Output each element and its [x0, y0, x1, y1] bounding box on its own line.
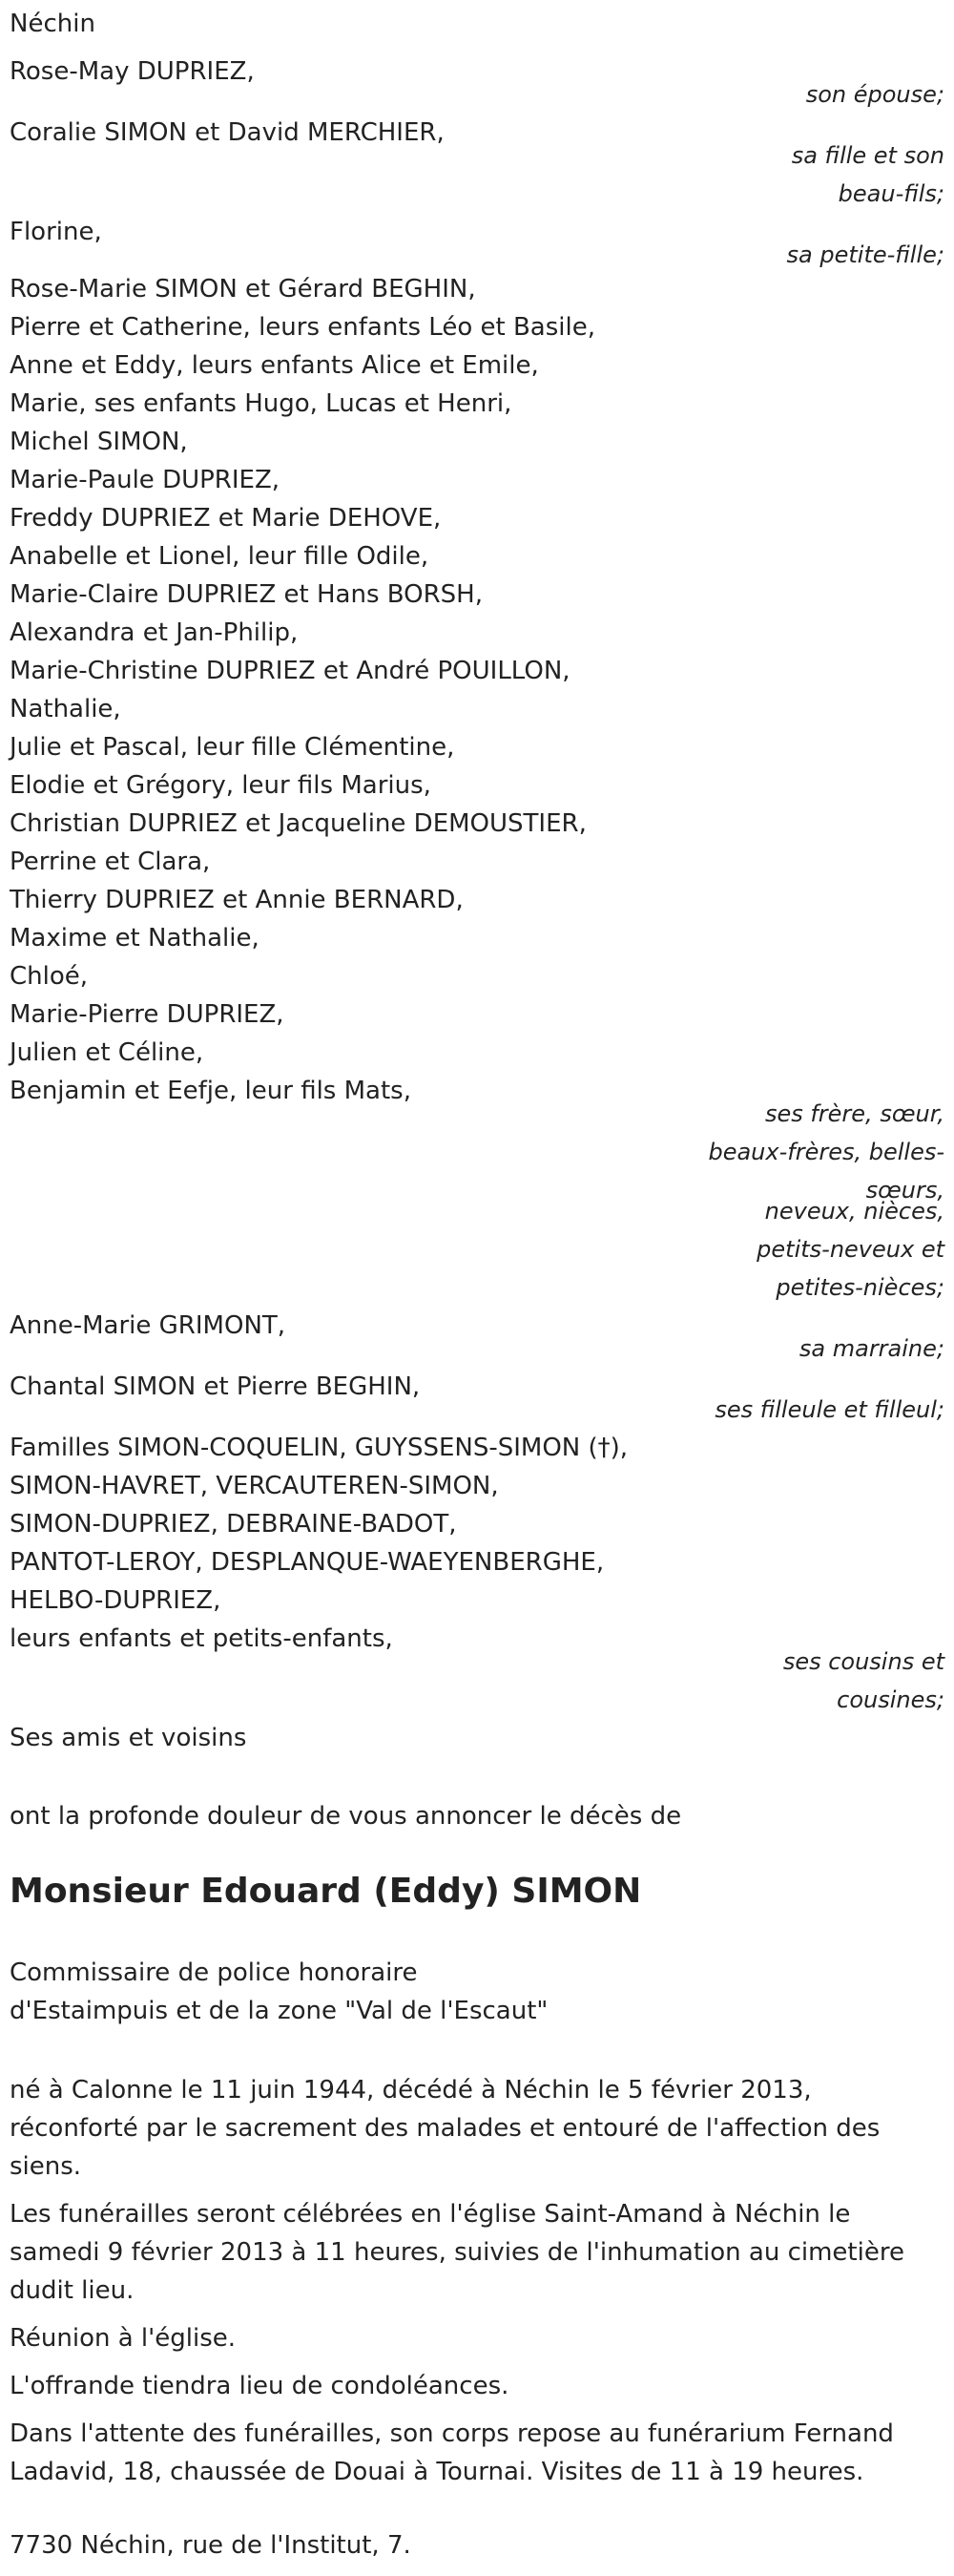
family-line: Marie-Pierre DUPRIEZ,: [10, 1000, 284, 1029]
funeral-paragraph: Les funérailles seront célébrées en l'église Saint-Amand à Néchin le samedi 9 février 2013 à 11 heures, suivies de l'inhumation au cimetière dudit lieu.: [10, 2200, 904, 2305]
family-line: Anabelle et Lionel, leur fille Odile,: [10, 542, 429, 571]
relation-text: cousines;: [837, 1686, 944, 1713]
family-line: SIMON-HAVRET, VERCAUTEREN-SIMON,: [10, 1472, 499, 1500]
relation-text: petits-neveux et: [757, 1236, 944, 1263]
relation-text: sœurs,: [865, 1177, 944, 1204]
family-line: Alexandra et Jan-Philip,: [10, 618, 299, 647]
family-line: Marie-Christine DUPRIEZ et André POUILLON,: [10, 657, 570, 685]
family-line: Chantal SIMON et Pierre BEGHIN,: [10, 1372, 421, 1401]
family-line: Thierry DUPRIEZ et Annie BERNARD,: [10, 886, 464, 914]
relation-text: neveux, nièces,: [764, 1198, 944, 1225]
place-header: Néchin: [10, 10, 95, 38]
family-line: Florine,: [10, 218, 102, 246]
relation-text: sa marraine;: [798, 1335, 944, 1362]
address-line: 7730 Néchin, rue de l'Institut, 7.: [10, 2531, 411, 2560]
family-line: Rose-Marie SIMON et Gérard BEGHIN,: [10, 275, 476, 304]
family-line: Benjamin et Eefje, leur fils Mats,: [10, 1077, 411, 1105]
family-line: Marie, ses enfants Hugo, Lucas et Henri,: [10, 389, 512, 418]
funerarium-paragraph: Dans l'attente des funérailles, son corps repose au funérarium Fernand Ladavid, 18, chaussée de Douai à Tournai. Visites de 11 à 19 heures.: [10, 2419, 894, 2486]
family-line: Nathalie,: [10, 695, 121, 723]
friends-line: Ses amis et voisins: [10, 1724, 247, 1752]
family-line: Perrine et Clara,: [10, 848, 211, 876]
announcement-line: ont la profonde douleur de vous annoncer le décès de: [10, 1802, 682, 1831]
relation-text: sa fille et son: [791, 142, 944, 169]
family-line: Anne-Marie GRIMONT,: [10, 1311, 286, 1340]
family-line: PANTOT-LEROY, DESPLANQUE-WAEYENBERGHE,: [10, 1548, 605, 1577]
family-line: Marie-Paule DUPRIEZ,: [10, 466, 280, 494]
family-line: Elodie et Grégory, leur fils Marius,: [10, 771, 431, 800]
family-line: Julien et Céline,: [10, 1038, 204, 1067]
offering-paragraph: L'offrande tiendra lieu de condoléances.: [10, 2372, 509, 2400]
family-line: Maxime et Nathalie,: [10, 924, 259, 953]
relation-text: beaux-frères, belles-: [708, 1139, 944, 1165]
family-line: Freddy DUPRIEZ et Marie DEHOVE,: [10, 504, 442, 533]
family-line: Rose-May DUPRIEZ,: [10, 57, 255, 86]
reunion-paragraph: Réunion à l'église.: [10, 2324, 237, 2353]
family-line: Michel SIMON,: [10, 428, 188, 456]
family-line: HELBO-DUPRIEZ,: [10, 1586, 221, 1615]
deceased-title: Commissaire de police honoraire: [10, 1958, 418, 1987]
family-line: SIMON-DUPRIEZ, DEBRAINE-BADOT,: [10, 1510, 457, 1539]
family-line: Marie-Claire DUPRIEZ et Hans BORSH,: [10, 580, 483, 609]
relation-text: beau-fils;: [838, 180, 944, 207]
relation-text: ses frère, sœur,: [764, 1100, 944, 1127]
family-line: Chloé,: [10, 962, 89, 991]
family-line: Christian DUPRIEZ et Jacqueline DEMOUSTIER,: [10, 809, 587, 838]
relation-text: ses filleule et filleul;: [715, 1396, 944, 1423]
relation-text: sa petite-fille;: [786, 241, 944, 268]
deceased-title: d'Estaimpuis et de la zone "Val de l'Escaut": [10, 1997, 549, 2025]
relation-text: petites-nièces;: [776, 1274, 944, 1301]
deceased-name: Monsieur Edouard (Eddy) SIMON: [10, 1872, 642, 1911]
family-line: Anne et Eddy, leurs enfants Alice et Emile,: [10, 351, 539, 380]
family-line: Julie et Pascal, leur fille Clémentine,: [10, 733, 455, 762]
family-line: Pierre et Catherine, leurs enfants Léo et Basile,: [10, 313, 595, 342]
family-line: Coralie SIMON et David MERCHIER,: [10, 118, 445, 147]
relation-text: son épouse;: [805, 81, 944, 108]
family-line: leurs enfants et petits-enfants,: [10, 1624, 393, 1653]
relation-text: ses cousins et: [782, 1648, 944, 1675]
family-line: Familles SIMON-COQUELIN, GUYSSENS-SIMON (†),: [10, 1434, 629, 1462]
birth-death-paragraph: né à Calonne le 11 juin 1944, décédé à Néchin le 5 février 2013, réconforté par le sacrement des malades et entouré de l'affection des siens.: [10, 2076, 881, 2181]
